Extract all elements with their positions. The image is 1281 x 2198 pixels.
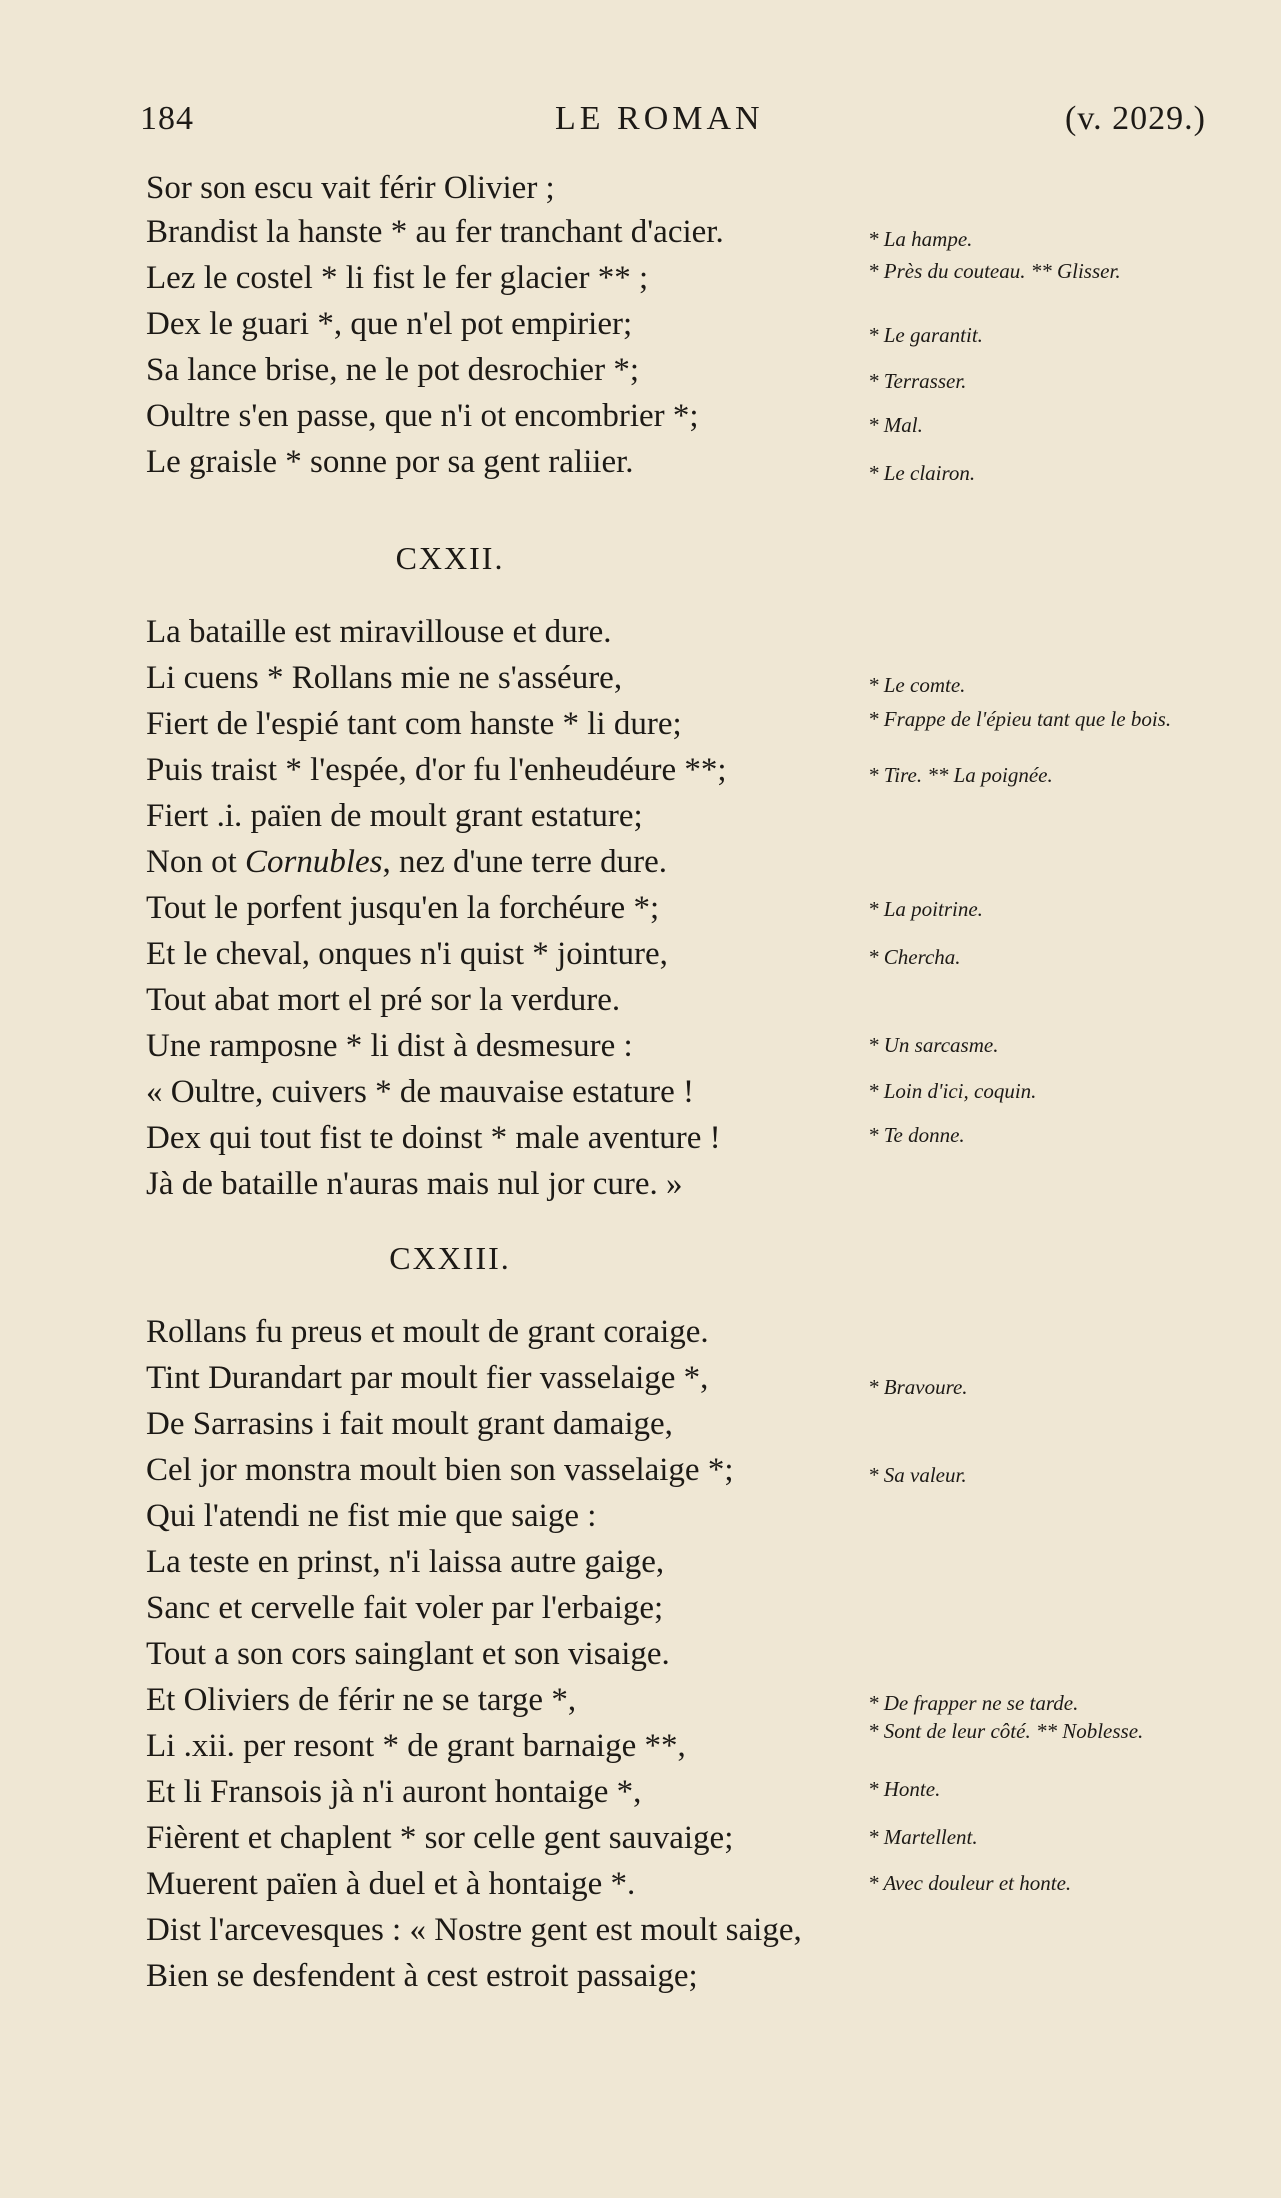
verse-line: Et li Fransois jà n'i auront hontaige *,: [146, 1774, 642, 1810]
verse-line: « Oultre, cuivers * de mauvaise estature !: [146, 1074, 694, 1110]
gloss-note: * Avec douleur et honte.: [868, 1871, 1072, 1895]
verse-line: Tout abat mort el pré sor la verdure.: [146, 982, 621, 1018]
verse-line: Brandist la hanste * au fer tranchant d'acier.: [146, 214, 724, 250]
verse-line: Sor son escu vait férir Olivier ;: [146, 170, 555, 206]
verse-line: Et Oliviers de férir ne se targe *,: [146, 1682, 577, 1718]
gloss-note: * Frappe de l'épieu tant que le bois.: [868, 707, 1172, 731]
verse-line: Muerent païen à duel et à hontaige *.: [146, 1866, 636, 1902]
verse-text: , nez d'une terre dure.: [382, 844, 667, 880]
gloss-note: * La hampe.: [868, 227, 973, 251]
gloss-note: * Près du couteau. ** Glisser.: [868, 259, 1121, 283]
gloss-note: * Te donne.: [868, 1123, 965, 1147]
running-title: LE ROMAN: [555, 100, 764, 137]
verse-line: Une ramposne * li dist à desmesure :: [146, 1028, 633, 1064]
gloss-note: * Chercha.: [868, 945, 961, 969]
verse-line: Sa lance brise, ne le pot desrochier *;: [146, 352, 639, 388]
verse-line: Tout le porfent jusqu'en la forchéure *;: [146, 890, 660, 926]
verse-line: La bataille est miravillouse et dure.: [146, 614, 612, 650]
gloss-note: * Le garantit.: [868, 323, 983, 347]
verse-line: Lez le costel * li fist le fer glacier ** ;: [146, 260, 649, 296]
verse-line: Le graisle * sonne por sa gent raliier.: [146, 444, 634, 480]
verse-line: Tint Durandart par moult fier vasselaige *,: [146, 1360, 709, 1396]
gloss-note: * Loin d'ici, coquin.: [868, 1079, 1037, 1103]
gloss-note: * Sa valeur.: [868, 1463, 967, 1487]
verse-line: Puis traist * l'espée, d'or fu l'enheudéure **;: [146, 752, 727, 788]
verse-line: Oultre s'en passe, que n'i ot encombrier *;: [146, 398, 699, 434]
gloss-note: * Honte.: [868, 1777, 941, 1801]
verse-line: Et le cheval, onques n'i quist * jointure,: [146, 936, 668, 972]
stanza-heading: CXXIII.: [389, 1240, 511, 1276]
gloss-note: * De frapper ne se tarde.: [868, 1691, 1079, 1715]
verse-line: Bien se desfendent à cest estroit passaige;: [146, 1958, 698, 1994]
verse-line: Fiert .i. païen de moult grant estature;: [146, 798, 643, 834]
gloss-note: * Bravoure.: [868, 1375, 968, 1399]
gloss-note: * La poitrine.: [868, 897, 983, 921]
verse-line: Jà de bataille n'auras mais nul jor cure. »: [146, 1166, 683, 1202]
verse-line: La teste en prinst, n'i laissa autre gaige,: [146, 1544, 665, 1580]
gloss-note: * Le comte.: [868, 673, 966, 697]
proper-name: Cornubles: [245, 844, 383, 880]
verse-text: Non ot: [146, 844, 245, 880]
verse-line: Fièrent et chaplent * sor celle gent sauvaige;: [146, 1820, 734, 1856]
verse-line: [146, 844, 667, 881]
gloss-note: * Un sarcasme.: [868, 1033, 999, 1057]
verse-line: Rollans fu preus et moult de grant coraige.: [146, 1314, 709, 1350]
gloss-note: * Mal.: [868, 413, 923, 437]
verse-reference: (v. 2029.): [1065, 100, 1206, 137]
gloss-note: * Tire. ** La poignée.: [868, 763, 1053, 787]
verse-line: Cel jor monstra moult bien son vasselaige *;: [146, 1452, 734, 1488]
verse-line: Li .xii. per resont * de grant barnaige **,: [146, 1728, 686, 1764]
stanza-heading: CXXII.: [395, 540, 505, 576]
gloss-note: * Terrasser.: [868, 369, 967, 393]
verse-line: De Sarrasins i fait moult grant damaige,: [146, 1406, 673, 1442]
verse-line: Sanc et cervelle fait voler par l'erbaige;: [146, 1590, 664, 1626]
page-number: 184: [140, 100, 194, 137]
verse-line: Dex le guari *, que n'el pot empirier;: [146, 306, 633, 342]
verse-line: Tout a son cors sainglant et son visaige.: [146, 1636, 670, 1672]
verse-line: Dist l'arcevesques : « Nostre gent est moult saige,: [146, 1912, 802, 1948]
gloss-note: * Martellent.: [868, 1825, 978, 1849]
verse-line: Qui l'atendi ne fist mie que saige :: [146, 1498, 597, 1534]
verse-line: Li cuens * Rollans mie ne s'asséure,: [146, 660, 623, 696]
verse-line: Fiert de l'espié tant com hanste * li dure;: [146, 706, 682, 742]
gloss-note: * Le clairon.: [868, 461, 976, 485]
gloss-note: * Sont de leur côté. ** Noblesse.: [868, 1719, 1144, 1743]
verse-line: Dex qui tout fist te doinst * male aventure !: [146, 1120, 721, 1156]
